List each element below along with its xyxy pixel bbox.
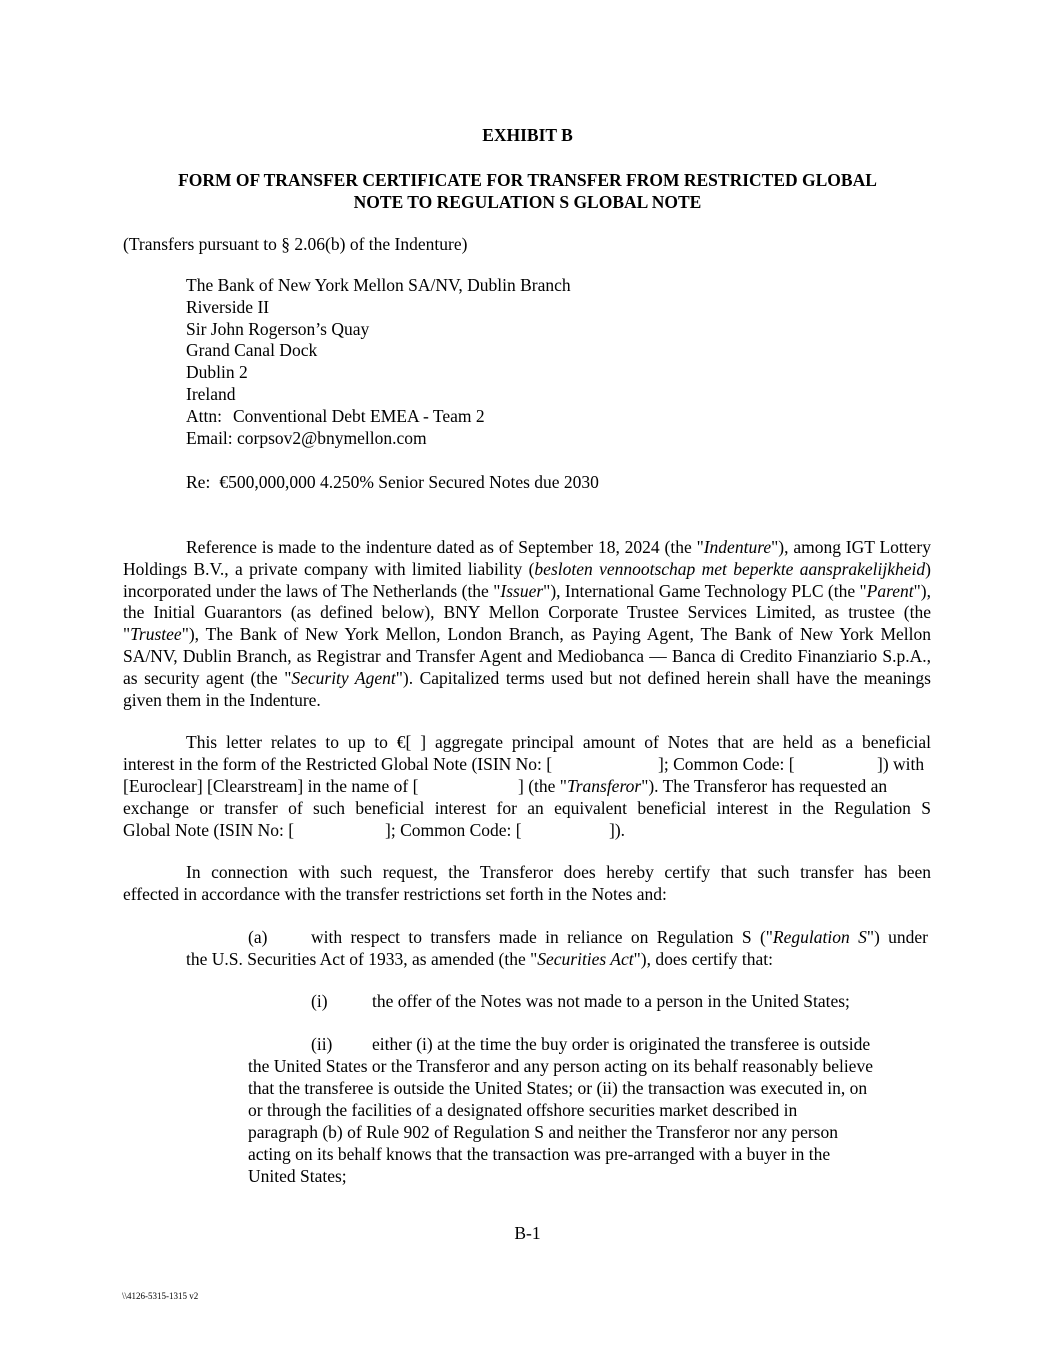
item-line: the offer of the Notes was not made to a person in the United States;: [372, 991, 850, 1011]
item-label: (i): [311, 991, 328, 1011]
item-line: [186, 949, 773, 970]
item-line: [311, 927, 928, 948]
para-text: the U.S. Securities Act of 1933, as amended (the ": [186, 949, 538, 969]
para-text: ) incorporated under the laws of The Netherlands (the ": [123, 558, 931, 601]
para-text: "), among IGT Lottery Holdings B.V., a private company with limited liability (: [123, 537, 931, 579]
item-line: United States;: [248, 1166, 347, 1186]
title-line-2: NOTE TO REGULATION S GLOBAL NOTE: [353, 192, 702, 212]
item-line: paragraph (b) of Rule 902 of Regulation S and neither the Transferor nor any person: [248, 1122, 838, 1142]
item-label: (ii): [311, 1034, 333, 1054]
re-line: [186, 472, 599, 493]
para-text: "). Capitalized terms used but not defined herein shall have the meanings given them in the Indenture.: [123, 667, 931, 710]
exhibit-heading: EXHIBIT B: [482, 125, 573, 145]
para-line: effected in accordance with the transfer restrictions set forth in the Notes and:: [123, 884, 667, 904]
para-line: exchange or transfer of such beneficial interest for an equivalent beneficial interest in the Regulation S: [123, 798, 931, 818]
item-line: that the transferee is outside the United States; or (ii) the transaction was executed in, on: [248, 1078, 868, 1098]
attn-value: Conventional Debt EMEA - Team 2: [232, 405, 485, 426]
para-text: "), The Bank of New York Mellon, London Branch, as Paying Agent, The Bank of New York Mellon SA/NV, Dublin Branch, as Registrar and Transfer Agent and Mediobanca — Banca di Credito Finanziario S.p.A., as security agent (the ": [123, 624, 931, 688]
para-text: with respect to transfers made in reliance on Regulation S (": [311, 927, 773, 947]
para-line: This letter relates to up to €[ ] aggregate principal amount of Notes that are held as a beneficial: [186, 732, 931, 752]
attn-label: Attn:: [186, 405, 222, 426]
address-block: [186, 275, 571, 449]
defined-term: Transferor: [566, 776, 642, 796]
item-line: or through the facilities of a designated offshore securities market described in: [248, 1100, 798, 1120]
subheading: (Transfers pursuant to § 2.06(b) of the Indenture): [123, 234, 468, 254]
email-line: Email: corpsov2@bnymellon.com: [186, 427, 427, 448]
item-line: acting on its behalf knows that the transaction was pre-arranged with a buyer in the: [248, 1144, 831, 1164]
para-line: [877, 754, 924, 775]
para-text: ]).: [609, 820, 626, 840]
address-line: Riverside II: [186, 296, 270, 317]
para-line: [123, 754, 552, 775]
document-id: \\4126-5315-1315 v2: [122, 1291, 199, 1301]
para-text: ]; Common Code: [: [385, 820, 522, 840]
para-text: interest in the form of the Restricted Global Note (ISIN No: [: [123, 754, 553, 774]
re-label: Re:: [186, 472, 211, 492]
title-line-1: FORM OF TRANSFER CERTIFICATE FOR TRANSFER FROM RESTRICTED GLOBAL: [178, 170, 877, 190]
address-line: Dublin 2: [186, 362, 248, 383]
attn-line: [186, 406, 571, 428]
address-line: The Bank of New York Mellon SA/NV, Dublin Branch: [186, 275, 571, 295]
para-line: [123, 776, 418, 797]
para-text: [Euroclear] [Clearstream] in the name of [: [123, 776, 419, 796]
item-line: the United States or the Transferor and any person acting on its behalf reasonably believe: [248, 1056, 873, 1076]
para-text: Reference is made to the indenture dated as of September 18, 2024 (the ": [186, 537, 704, 557]
para-line: [385, 820, 522, 841]
defined-term: Security Agent: [291, 667, 396, 688]
para-text: ] (the ": [518, 776, 567, 796]
defined-term: Securities Act: [537, 949, 634, 969]
defined-term: Indenture: [703, 537, 772, 557]
defined-term: Regulation S: [772, 927, 867, 947]
re-text: €500,000,000 4.250% Senior Secured Notes due 2030: [219, 472, 599, 492]
defined-term: Trustee: [130, 624, 182, 645]
address-line: Grand Canal Dock: [186, 340, 318, 361]
para-line: [518, 776, 887, 797]
item-label: (a): [248, 927, 268, 947]
address-line: Sir John Rogerson’s Quay: [186, 318, 370, 339]
para-text: "), does certify that:: [633, 949, 773, 969]
para-line: [123, 820, 294, 841]
para-text: "). The Transferor has requested an: [641, 776, 888, 796]
address-line: Ireland: [186, 383, 236, 404]
para-text: "), the Initial Guarantors (as defined below), BNY Mellon Corporate Trustee Services Limited, as trustee (the ": [123, 580, 932, 645]
para-text: ]; Common Code: [: [658, 754, 795, 774]
reference-paragraph: [123, 537, 931, 711]
para-text: ]) with: [877, 754, 925, 774]
para-line: In connection with such request, the Transferor does hereby certify that such transfer has been: [186, 862, 931, 882]
defined-term: Parent: [866, 580, 914, 601]
item-line: either (i) at the time the buy order is originated the transferee is outside: [372, 1034, 871, 1054]
para-line: [609, 820, 625, 841]
para-text: ") under: [866, 927, 928, 947]
defined-term: besloten vennootschap met beperkte aansprakelijkheid: [534, 558, 926, 579]
page-number: B-1: [514, 1223, 541, 1243]
para-text: "), International Game Technology PLC (the ": [543, 580, 867, 601]
defined-term: Issuer: [500, 580, 544, 601]
para-line: [658, 754, 795, 775]
para-text: Global Note (ISIN No: [: [123, 820, 295, 840]
